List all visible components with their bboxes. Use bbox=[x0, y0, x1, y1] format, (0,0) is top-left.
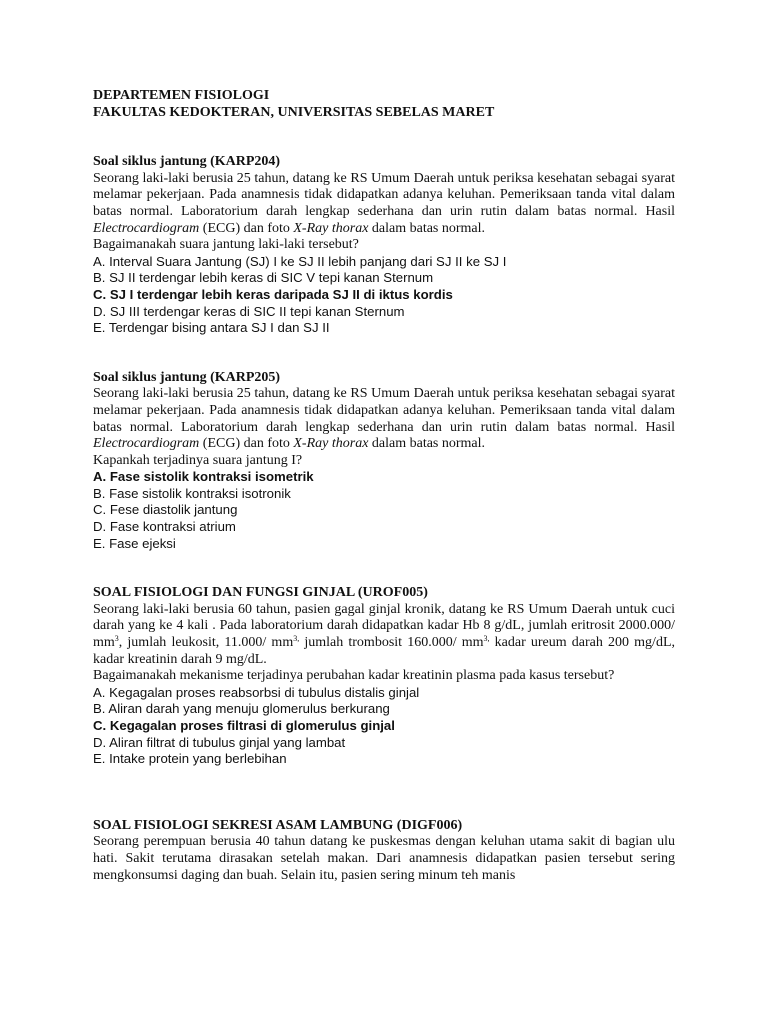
option-b: B. Fase sistolik kontraksi isotronik bbox=[93, 485, 291, 501]
question-title: SOAL FISIOLOGI SEKRESI ASAM LAMBUNG (DIGF006) bbox=[93, 817, 463, 833]
option-b: B. Aliran darah yang menuju glomerulus berkurang bbox=[93, 701, 390, 717]
question-prompt: Bagaimanakah mekanisme terjadinya perubahan kadar kreatinin plasma pada kasus tersebut? bbox=[93, 668, 615, 684]
option-e: E. Intake protein yang berlebihan bbox=[93, 751, 287, 767]
question-karp205 bbox=[93, 370, 675, 553]
document-page bbox=[93, 88, 675, 884]
option-b: B. SJ II terdengar lebih keras di SIC V tepi kanan Sternum bbox=[93, 270, 434, 286]
question-title: Soal siklus jantung (KARP205) bbox=[93, 369, 281, 385]
question-case-text: Seorang perempuan berusia 40 tahun datang ke puskesmas dengan keluhan utama sakit di bagian ulu hati. Sakit terutama dirasakan setelah makan. Dari anamnesis didapatkan pasien tersebut sering mengkonsumsi daging dan buah. Selain itu, pasien sering minum teh manis bbox=[93, 834, 675, 883]
option-d: D. Aliran filtrat di tubulus ginjal yang lambat bbox=[93, 734, 346, 750]
option-c-correct: C. SJ I terdengar lebih keras daripada SJ II di iktus kordis bbox=[93, 286, 453, 302]
question-urof005 bbox=[93, 585, 675, 768]
option-a: A. Kegagalan proses reabsorbsi di tubulus distalis ginjal bbox=[93, 684, 420, 700]
option-d: D. Fase kontraksi atrium bbox=[93, 519, 236, 535]
option-e: E. Terdengar bising antara SJ I dan SJ II bbox=[93, 320, 330, 336]
option-a-correct: A. Fase sistolik kontraksi isometrik bbox=[93, 469, 314, 485]
question-digf006 bbox=[93, 818, 675, 884]
option-a: A. Interval Suara Jantung (SJ) I ke SJ II lebih panjang dari SJ II ke SJ I bbox=[93, 253, 507, 269]
department-title: DEPARTEMEN FISIOLOGI bbox=[93, 88, 270, 103]
question-case-text: Seorang laki-laki berusia 25 tahun, datang ke RS Umum Daerah untuk periksa kesehatan sebagai syarat melamar pekerjaan. Pada anamnesis tidak didapatkan adanya keluhan. Pemeriksaan tanda vital dalam batas normal. Laboratorium darah lengkap sederhana dan urin rutin dalam batas normal. Hasil Electrocardiogram (ECG) dan foto X-Ray thorax dalam batas normal. bbox=[93, 170, 675, 236]
option-e: E. Fase ejeksi bbox=[93, 535, 176, 551]
question-title: Soal siklus jantung (KARP204) bbox=[93, 154, 281, 170]
option-d: D. SJ III terdengar keras di SIC II tepi kanan Sternum bbox=[93, 303, 405, 319]
document-header bbox=[93, 88, 675, 121]
faculty-title: FAKULTAS KEDOKTERAN, UNIVERSITAS SEBELAS MARET bbox=[93, 104, 495, 120]
option-c-correct: C. Kegagalan proses filtrasi di glomerulus ginjal bbox=[93, 718, 395, 733]
question-karp204 bbox=[93, 154, 675, 337]
question-case-text: Seorang laki-laki berusia 60 tahun, pasien gagal ginjal kronik, datang ke RS Umum Daerah untuk cuci darah yang ke 4 kali . Pada laboratorium darah didapatkan kadar Hb 8 g/dL, jumlah eritrosit 2000.000/ $mm^3$, jumlah leukosit, 11.000/ $mm^{3,}$ jumlah trombosit 160.000/ $mm^{3,}$ kadar ureum darah 200 mg/dL, kadar kreatinin darah 9 mg/dL. bbox=[93, 601, 675, 667]
option-c: C. Fese diastolik jantung bbox=[93, 502, 238, 518]
question-title: SOAL FISIOLOGI DAN FUNGSI GINJAL (UROF005) bbox=[93, 585, 428, 601]
question-case-text: Seorang laki-laki berusia 25 tahun, datang ke RS Umum Daerah untuk periksa kesehatan sebagai syarat melamar pekerjaan. Pada anamnesis tidak didapatkan adanya keluhan. Pemeriksaan tanda vital dalam batas normal. Laboratorium darah lengkap sederhana dan urin rutin dalam batas normal. Hasil Electrocardiogram (ECG) dan foto X-Ray thorax dalam batas normal. bbox=[93, 386, 675, 452]
question-prompt: Kapankah terjadinya suara jantung I? bbox=[93, 452, 303, 468]
question-prompt: Bagaimanakah suara jantung laki-laki tersebut? bbox=[93, 237, 359, 253]
